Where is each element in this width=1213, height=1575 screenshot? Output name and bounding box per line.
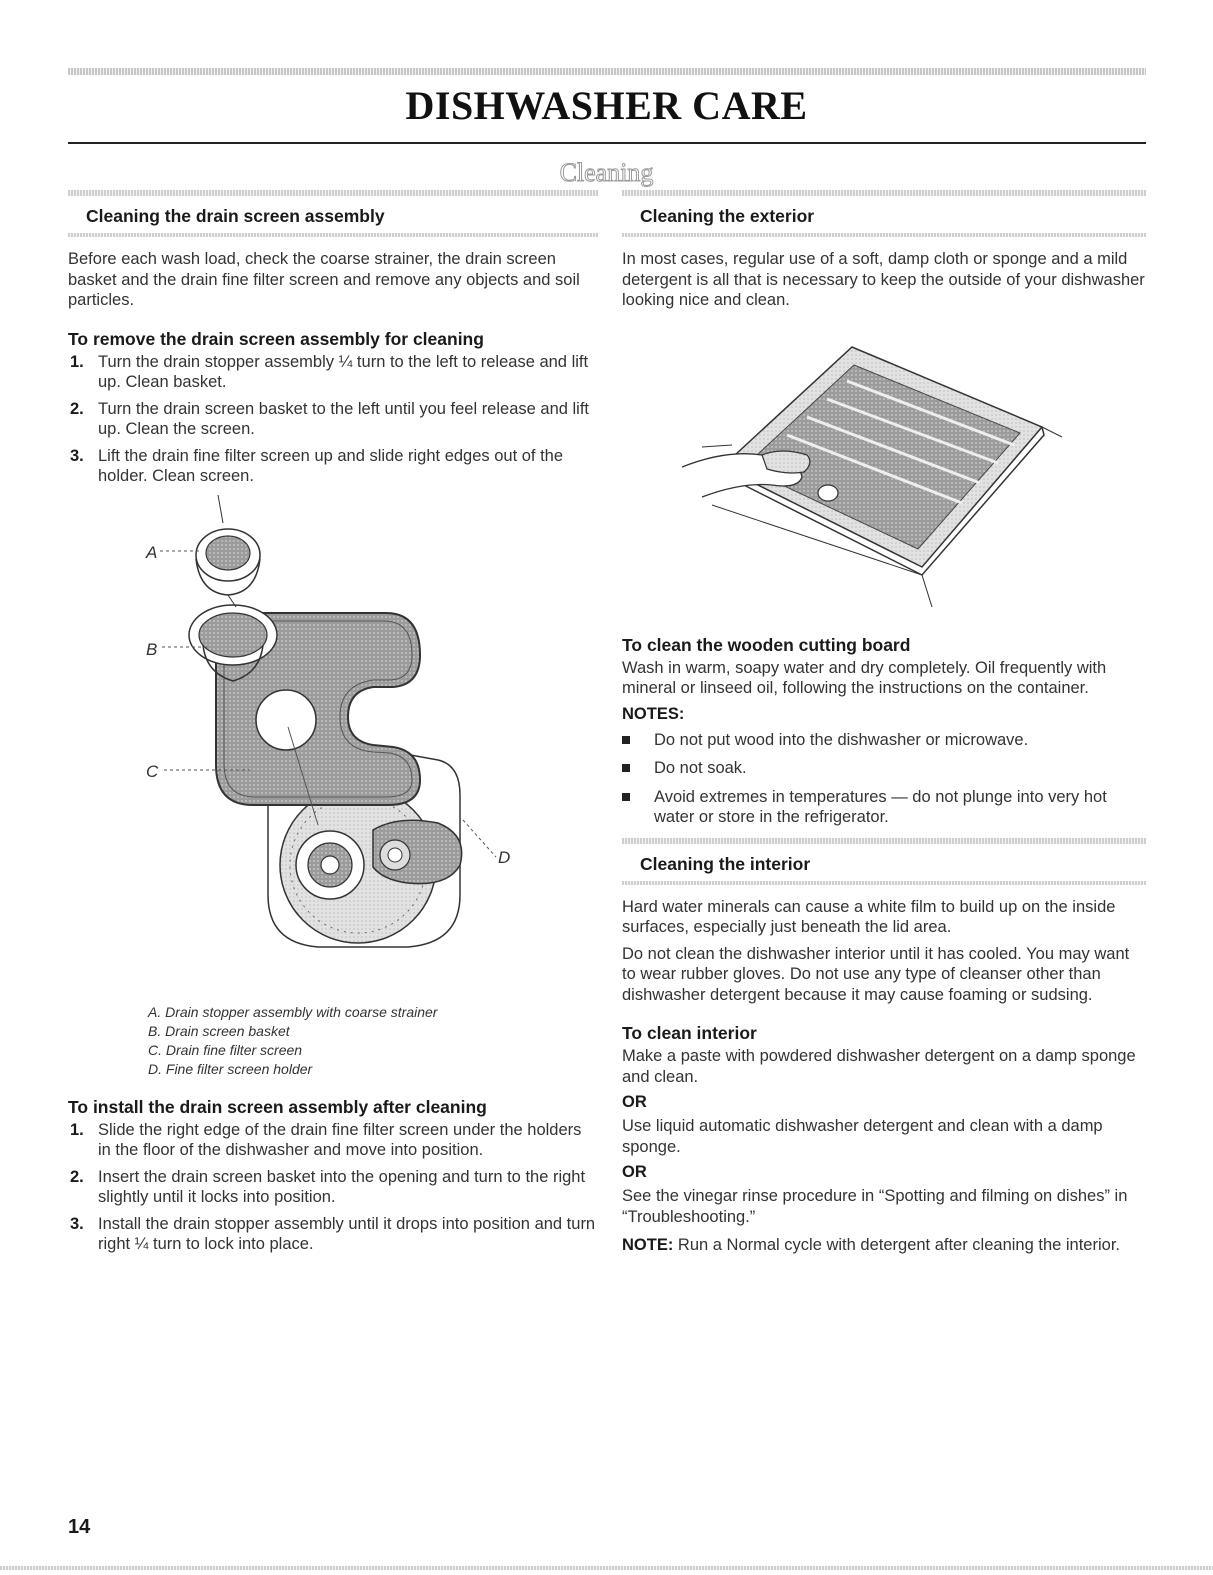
cutting-board-figure [622,317,1146,617]
step-number: 1. [70,352,84,371]
figure-label-d: D [498,847,511,867]
step-item [68,1167,598,1208]
note-text: Do not put wood into the dishwasher or microwave. [654,730,1029,749]
bullet-square-icon [622,764,630,772]
step-number: 2. [70,399,84,418]
step-text: Turn the drain stopper assembly ¼ turn to the left to release and lift up. Clean basket. [98,352,589,391]
cutting-board-illustration [622,317,1146,617]
note-item [622,787,1146,828]
final-note [622,1235,1146,1256]
figure-caption [148,1003,598,1079]
note-text: Run a Normal cycle with detergent after cleaning the interior. [673,1236,1120,1254]
step-number: 1. [70,1120,84,1139]
note-item [622,730,1146,751]
section-heading: Cleaning [559,158,654,187]
or-label: OR [622,1163,647,1181]
step-item [68,399,598,440]
remove-procedure-title: To remove the drain screen assembly for cleaning [68,328,484,349]
notes-label: NOTES: [622,704,685,723]
title-rule [68,142,1146,144]
step-text: Install the drain stopper assembly until it drops into position and turn right ¼ turn to lock into place. [98,1214,596,1253]
bullet-square-icon [622,793,630,801]
cutting-board-text: Wash in warm, soapy water and dry completely. Oil frequently with mineral or linseed oil, following the instructions on the container. [622,658,1107,697]
caption-a: A. Drain stopper assembly with coarse strainer [148,1003,438,1020]
clean-option-1: Make a paste with powdered dishwasher detergent on a damp sponge and clean. [622,1047,1136,1086]
right-column [622,190,1146,1256]
drain-screen-heading: Cleaning the drain screen assembly [86,206,385,226]
bottom-dotted-rule [0,1566,1213,1570]
heading-band [622,881,1146,885]
figure-label-a: A [146,542,158,562]
note-text: Do not soak. [654,759,747,777]
caption-d: D. Fine filter screen holder [148,1060,313,1077]
step-text: Insert the drain screen basket into the opening and turn to the right slightly until it locks into position. [98,1167,586,1206]
step-item [68,1120,598,1161]
step-text: Slide the right edge of the drain fine filter screen under the holders in the floor of the dishwasher and move into position. [98,1120,582,1159]
or-label: OR [622,1093,647,1111]
heading-band [622,233,1146,237]
note-item [622,758,1146,779]
step-item [68,1214,598,1255]
step-number: 3. [70,1214,84,1233]
figure-label-b: B [146,639,158,659]
clean-option-3: See the vinegar rinse procedure in “Spotting and filming on dishes” in “Troubleshooting.” [622,1187,1128,1226]
step-item [68,446,598,487]
caption-b: B. Drain screen basket [148,1022,290,1039]
step-item [68,352,598,393]
step-text: Lift the drain fine filter screen up and slide right edges out of the holder. Clean screen. [98,446,564,485]
install-steps [68,1120,598,1255]
clean-option-2: Use liquid automatic dishwasher detergent and clean with a damp sponge. [622,1117,1103,1156]
caption-c: C. Drain fine filter screen [148,1041,303,1058]
step-number: 2. [70,1167,84,1186]
page-title: DISHWASHER CARE [405,83,808,128]
notes-list [622,730,1146,828]
exterior-text: In most cases, regular use of a soft, damp cloth or sponge and a mild detergent is all that is necessary to keep the outside of your dishwasher looking nice and clean. [622,250,1145,309]
page-number: 14 [68,1516,91,1538]
clean-interior-title: To clean interior [622,1023,757,1043]
heading-band [68,233,598,237]
left-column [68,190,598,1261]
top-dotted-rule [68,68,1146,75]
interior-paragraph-1: Hard water minerals can cause a white film to build up on the inside surfaces, especially just beneath the lid area. [622,897,1116,936]
note-label: NOTE: [622,1236,674,1254]
cutting-board-title: To clean the wooden cutting board [622,634,911,655]
drain-intro: Before each wash load, check the coarse strainer, the drain screen basket and the drain fine filter screen and remove any objects and soil particles. [68,250,580,309]
step-number: 3. [70,446,84,465]
interior-heading: Cleaning the interior [640,853,811,874]
figure-label-c: C [146,761,159,781]
interior-paragraph-2: Do not clean the dishwasher interior until it has cooled. You may want to wear rubber gloves. Do not use any type of cleanser other than dishwasher detergent because it may cause foaming or sudsing. [622,944,1130,1004]
remove-steps [68,352,598,487]
step-text: Turn the drain screen basket to the left until you feel release and lift up. Clean the screen. [98,399,590,438]
drain-assembly-illustration [68,495,598,995]
bullet-square-icon [622,736,630,744]
install-procedure-title: To install the drain screen assembly after cleaning [68,1096,487,1117]
note-text: Avoid extremes in temperatures — do not plunge into very hot water or store in the refrigerator. [654,787,1107,826]
drain-assembly-figure [68,495,598,995]
exterior-heading: Cleaning the exterior [640,206,815,226]
